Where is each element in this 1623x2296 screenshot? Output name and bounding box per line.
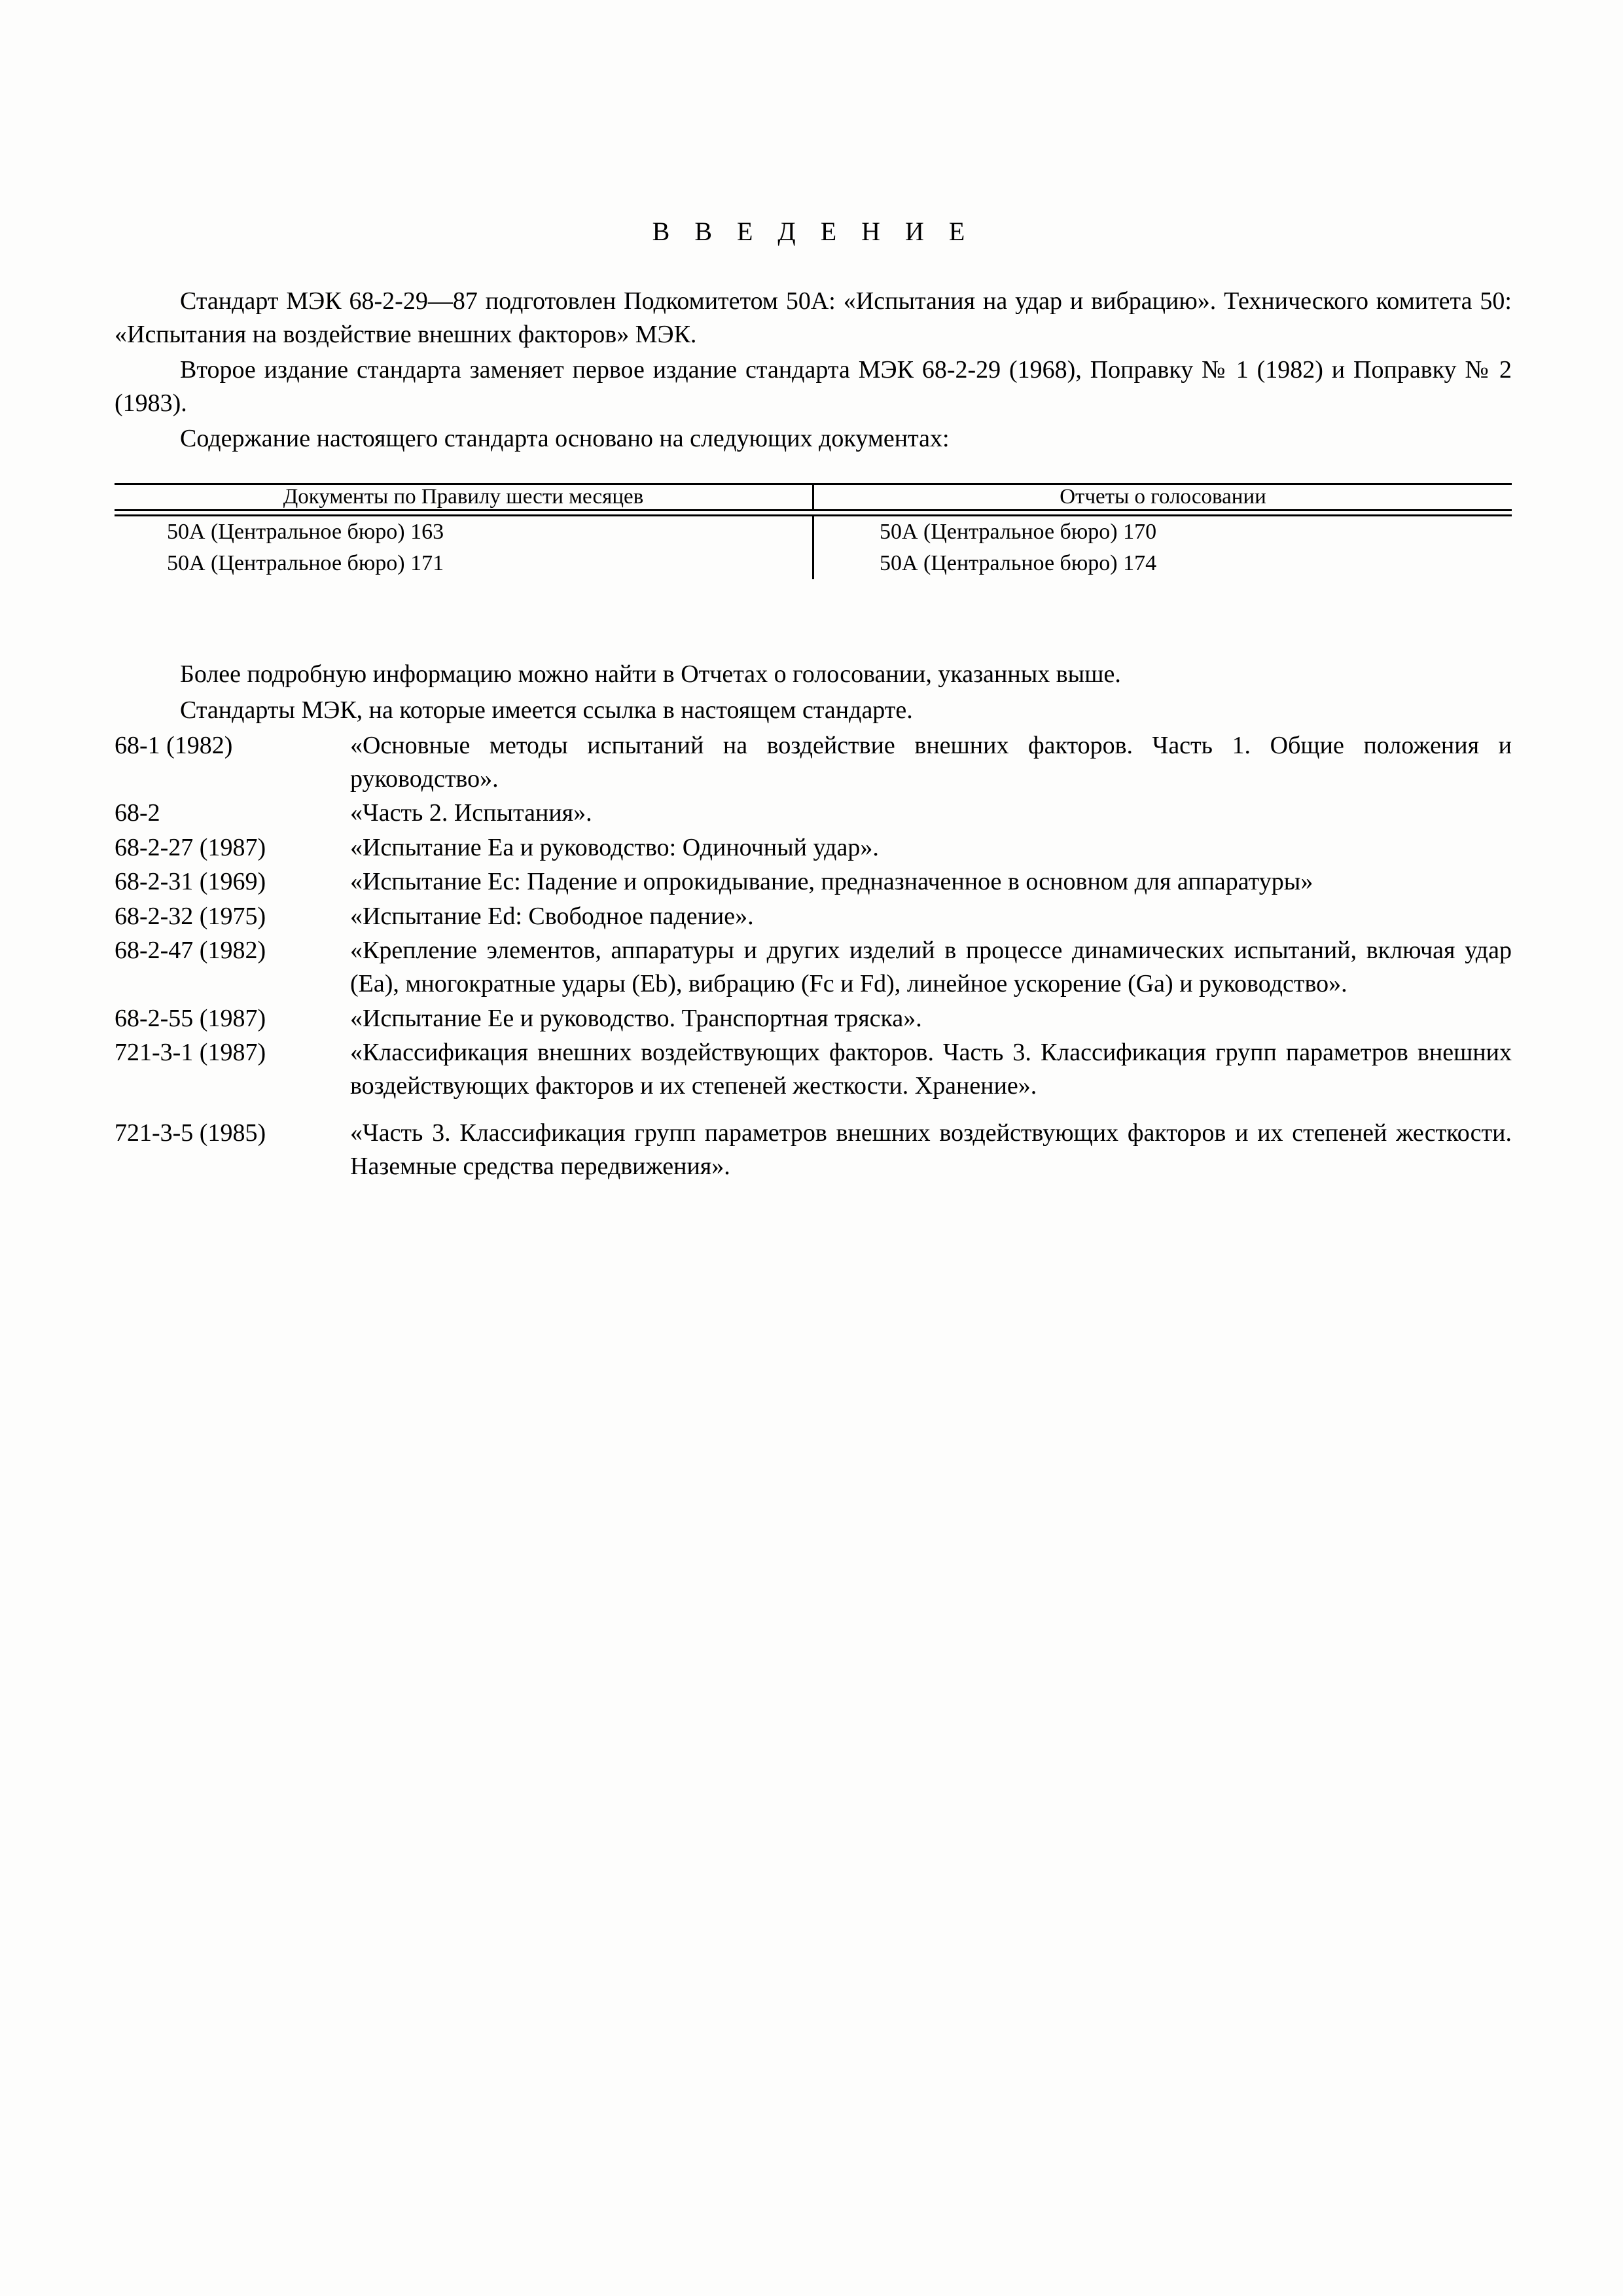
reference-text: «Испытание Еа и руководство: Одиночный удар». [350, 833, 879, 861]
reference-code: 721-3-5 (1985) [115, 1119, 266, 1147]
table-rule-double [115, 510, 1512, 515]
after-table-paragraph-2: Стандарты МЭК, на которые имеется ссылка в настоящем стандарте. [180, 696, 913, 724]
reference-code: 68-2-47 (1982) [115, 937, 266, 965]
table-cell-doc-163: 50А (Центральное бюро) 163 [167, 519, 444, 544]
reference-text: «Крепление элементов, аппаратуры и других изделий в процессе динамических испытаний, включая удар (Еа), многократные удары (Еb), вибрацию (Fc и Fd), линейное ускорение (Ga) и руководство». [350, 937, 1512, 997]
reference-code: 68-2-55 (1987) [115, 1004, 266, 1032]
list-item [115, 865, 1512, 899]
reference-code: 721-3-1 (1987) [115, 1039, 266, 1067]
documents-table [115, 483, 1512, 580]
list-item [115, 797, 1512, 830]
table-header-reports: Отчеты о голосовании [813, 485, 1512, 511]
table-header-documents: Документы по Правилу шести месяцев [283, 484, 644, 509]
reference-code: 68-2 [115, 799, 160, 827]
table-cell-doc-171: 50А (Центральное бюро) 171 [167, 550, 444, 575]
after-table-paragraph-1: Более подробную информацию можно найти в Отчетах о голосовании, указанных выше. [180, 660, 1121, 689]
reference-code: 68-2-32 (1975) [115, 902, 266, 930]
table-cell-report-174: 50А (Центральное бюро) 174 [880, 550, 1157, 575]
table-header-row [115, 485, 1512, 511]
reference-text: «Испытание Ее и руководство. Транспортная тряска». [350, 1004, 922, 1032]
page-title: В В Е Д Е Н И Е [652, 217, 974, 246]
table-row [115, 515, 1512, 579]
table-cell-report-170: 50А (Центральное бюро) 170 [880, 519, 1157, 544]
reference-text: «Часть 2. Испытания». [350, 799, 592, 827]
reference-text: «Часть 3. Классификация групп параметров внешних воздействующих факторов и их степеней жесткости. Наземные средства передвижения». [350, 1119, 1512, 1180]
reference-text: «Испытание Ес: Падение и опрокидывание, предназначенное в основном для аппаратуры» [350, 868, 1313, 896]
intro-paragraph-2: Второе издание стандарта заменяет первое издание стандарта МЭК 68-2-29 (1968), Поправку № 1 (1982) и Поправку № 2 (1983). [115, 356, 1512, 417]
page-content [115, 216, 1512, 1184]
list-item [115, 1036, 1512, 1102]
intro-paragraph-3: Содержание настоящего стандарта основано на следующих документах: [180, 425, 950, 453]
reference-code: 68-2-31 (1969) [115, 868, 266, 896]
list-item [115, 729, 1512, 795]
reference-text: «Испытание Ed: Свободное падение». [350, 902, 754, 930]
reference-code: 68-1 (1982) [115, 732, 233, 760]
list-item [115, 1002, 1512, 1035]
list-item [115, 934, 1512, 1000]
list-item [115, 831, 1512, 865]
intro-paragraph-1: Стандарт МЭК 68-2-29—87 подготовлен Подкомитетом 50А: «Испытания на удар и вибрацию». Технического комитета 50: «Испытания на воздействие внешних факторов» МЭК. [115, 287, 1512, 348]
list-item [115, 900, 1512, 933]
reference-code: 68-2-27 (1987) [115, 833, 266, 861]
list-item [115, 1117, 1512, 1183]
reference-text: «Классификация внешних воздействующих факторов. Часть 3. Классификация групп параметров внешних воздействующих факторов и их степеней жесткости. Хранение». [350, 1039, 1512, 1100]
table-spacer [115, 586, 1512, 658]
reference-spacer [115, 1103, 1512, 1117]
reference-text: «Основные методы испытаний на воздействие внешних факторов. Часть 1. Общие положения и руководство». [350, 732, 1512, 793]
references-list [115, 729, 1512, 1183]
